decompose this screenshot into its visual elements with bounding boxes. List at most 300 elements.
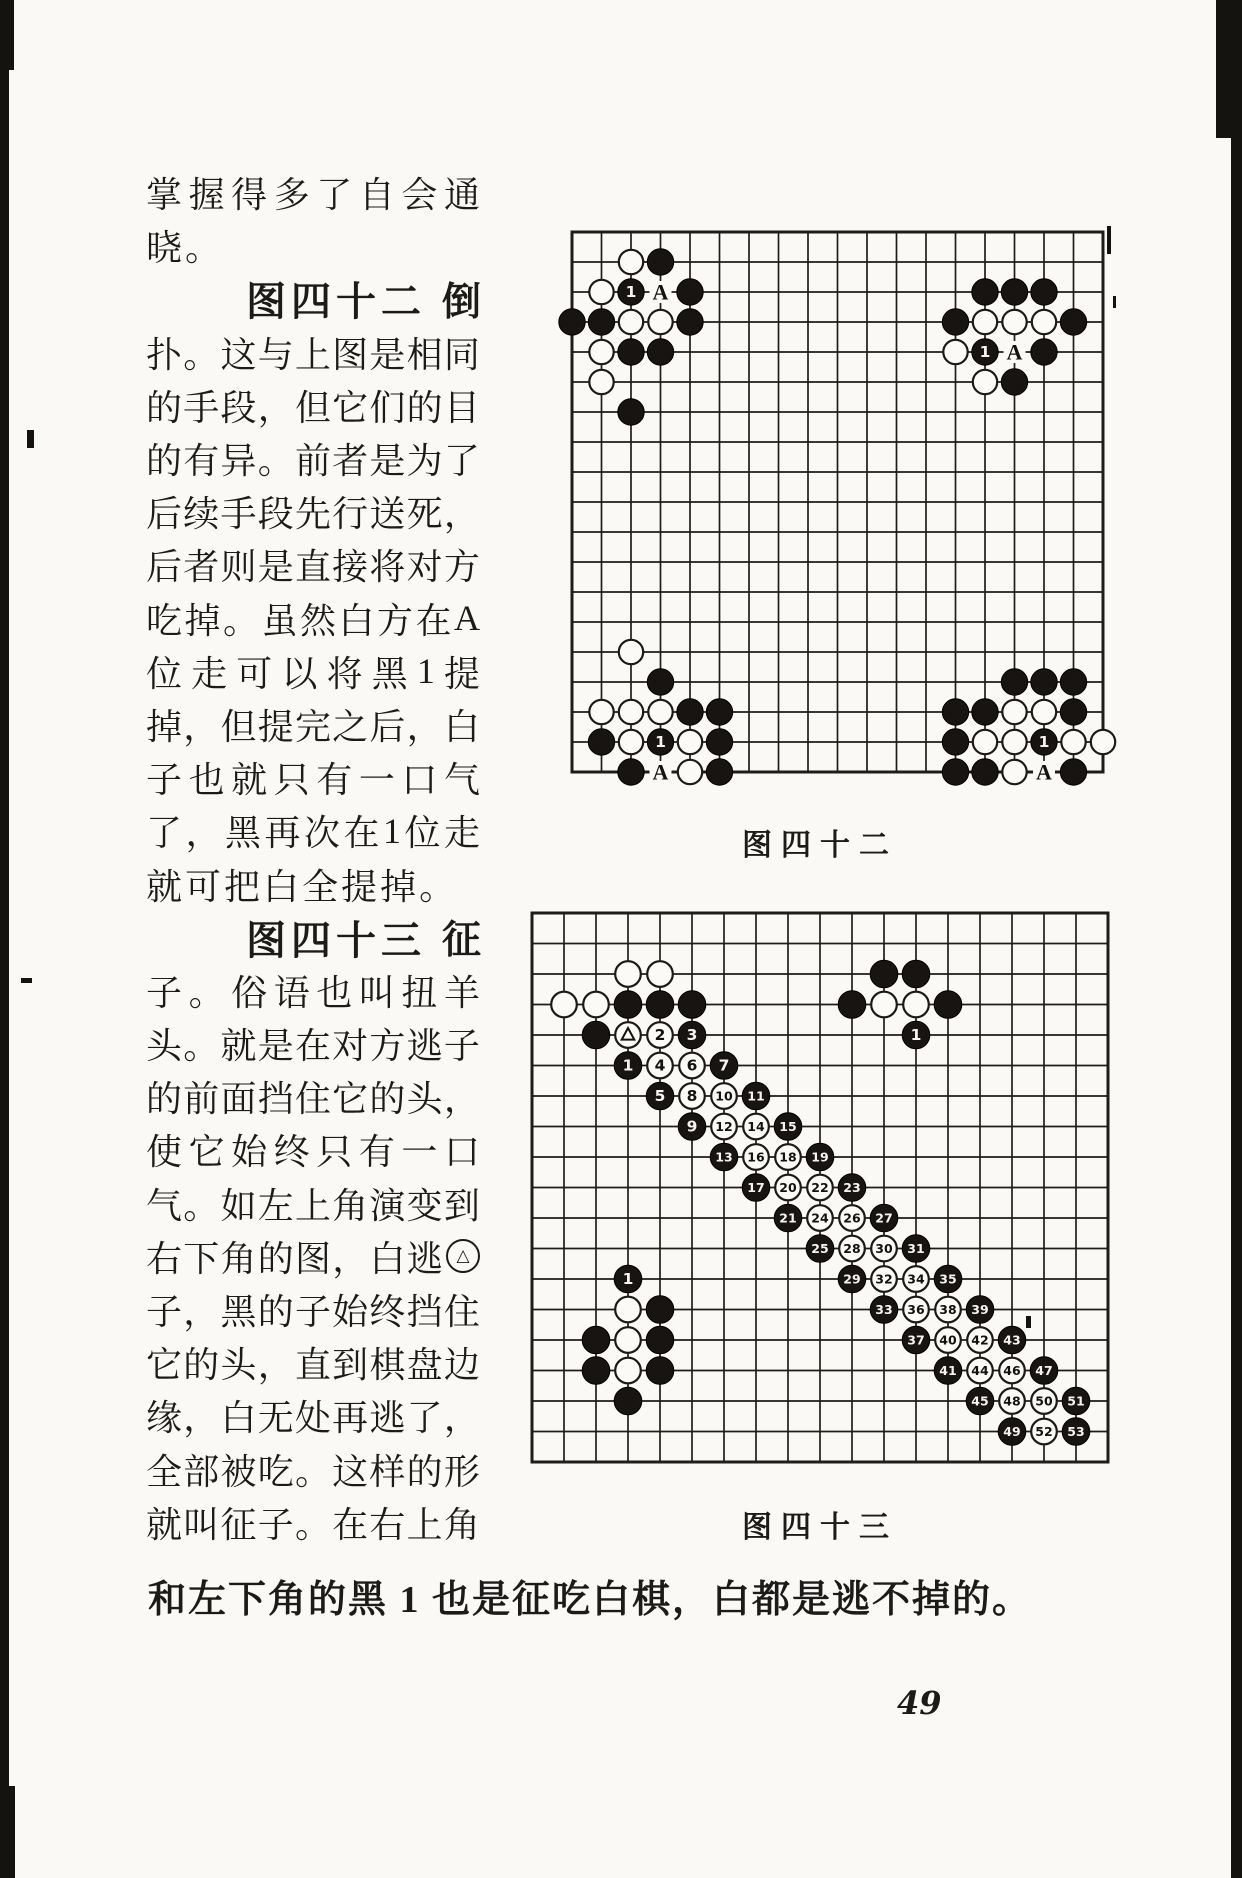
char: 羊 <box>443 972 480 1013</box>
black-stone <box>677 279 703 305</box>
point-label-A: A <box>652 759 669 785</box>
black-stone <box>838 991 866 1019</box>
char: 虽 <box>261 600 298 641</box>
black-stone <box>706 729 732 755</box>
white-stone <box>973 310 997 334</box>
char: 面 <box>220 1079 257 1120</box>
char: 相 <box>406 334 443 375</box>
char: 的 <box>146 441 183 482</box>
char: 角 <box>443 1504 480 1545</box>
stone-number: 35 <box>939 1271 957 1287</box>
black-stone <box>1001 669 1027 695</box>
char: 目 <box>443 387 480 428</box>
char: 吃 <box>146 600 183 641</box>
char: 同 <box>443 334 480 375</box>
char: 。 <box>223 600 260 641</box>
char: 后 <box>369 706 406 747</box>
char: 再 <box>332 1398 369 1439</box>
black-stone <box>646 1357 674 1385</box>
char: 行 <box>332 494 369 535</box>
char: 完 <box>294 706 331 747</box>
char: 口 <box>443 1132 480 1173</box>
char: 可 <box>236 653 273 694</box>
char: 逃 <box>406 1026 443 1067</box>
white-stone <box>619 730 643 754</box>
char: 有 <box>358 1132 395 1173</box>
char: 变 <box>406 1185 443 1226</box>
black-stone <box>1001 279 1027 305</box>
white-stone <box>973 370 997 394</box>
char: 上 <box>294 334 331 375</box>
char: 异 <box>220 441 257 482</box>
char: 段 <box>257 494 294 535</box>
char: 它 <box>188 1132 225 1173</box>
char: 位 <box>146 653 183 694</box>
stone-number: 12 <box>715 1119 733 1134</box>
stone-number: 39 <box>971 1302 989 1317</box>
char: 语 <box>273 972 310 1013</box>
char: ， <box>443 1079 480 1120</box>
stone-number: 47 <box>1035 1363 1053 1378</box>
stone-number: 8 <box>686 1087 698 1105</box>
black-stone <box>677 699 703 725</box>
scan-artifact-tick-2 <box>21 978 32 983</box>
char: 手 <box>220 494 257 535</box>
char: 掉 <box>146 706 183 747</box>
body-text-column <box>146 166 480 1549</box>
char: 再 <box>264 813 301 854</box>
char: 白 <box>443 706 480 747</box>
char: 黑 <box>371 653 408 694</box>
black-stone <box>972 699 998 725</box>
stone-number: 1 <box>625 283 637 301</box>
char: 也 <box>188 760 225 801</box>
stone-number: 37 <box>907 1332 925 1348</box>
scan-artifact-tick-1 <box>27 430 34 448</box>
char: 棋 <box>369 1345 406 1386</box>
white-stone <box>1002 700 1026 724</box>
char: 在 <box>294 1026 331 1067</box>
stone-number: 43 <box>1003 1332 1021 1348</box>
stone-number: 27 <box>875 1210 893 1226</box>
figure-title: 图四十二 <box>246 279 426 325</box>
char: 气 <box>443 760 480 801</box>
char: 就 <box>146 866 186 907</box>
char: 掉 <box>380 866 420 907</box>
stone-number: 51 <box>1067 1393 1085 1409</box>
white-stone <box>1032 700 1056 724</box>
stone-number: 36 <box>907 1302 925 1317</box>
char: 子 <box>294 1292 331 1333</box>
go-board-figure-43 <box>516 897 1124 1478</box>
stone-number: 32 <box>875 1271 893 1287</box>
stone-number: 46 <box>1003 1363 1021 1378</box>
char: 段 <box>220 387 257 428</box>
black-stone <box>646 1296 674 1324</box>
char: 头 <box>406 1079 443 1120</box>
char: 无 <box>257 1398 294 1439</box>
text-line <box>146 698 480 751</box>
char: ， <box>183 1292 220 1333</box>
char: 上 <box>406 1504 443 1545</box>
char: 逃 <box>369 1398 406 1439</box>
white-stone <box>903 992 929 1018</box>
char: 吃 <box>257 1451 294 1492</box>
stone-number: 42 <box>971 1332 989 1348</box>
stone-number: 30 <box>875 1241 893 1256</box>
char: 次 <box>304 813 341 854</box>
char: 。 <box>188 972 225 1013</box>
char: 者 <box>332 441 369 482</box>
black-stone <box>1060 309 1086 335</box>
char: 将 <box>326 653 363 694</box>
white-stone <box>647 961 673 987</box>
char: 前 <box>183 1079 220 1120</box>
char: 。 <box>183 1026 220 1067</box>
char: 走 <box>443 813 480 854</box>
black-stone <box>618 399 644 425</box>
char: 也 <box>316 972 353 1013</box>
black-stone <box>582 1021 610 1049</box>
white-stone <box>615 1297 641 1323</box>
stone-number: 16 <box>747 1149 765 1165</box>
char: 。 <box>183 334 220 375</box>
char: 住 <box>443 1292 480 1333</box>
go-board-figure-42 <box>556 216 1119 788</box>
stone-number: 19 <box>811 1149 829 1165</box>
char: 是 <box>257 1026 294 1067</box>
stone-number: 25 <box>811 1241 829 1256</box>
char: 提 <box>257 706 294 747</box>
text-line <box>146 804 480 857</box>
char: 。 <box>294 1504 331 1545</box>
char: 演 <box>369 1185 406 1226</box>
char: 白 <box>220 1398 257 1439</box>
stone-number: 41 <box>939 1363 957 1378</box>
char: 使 <box>146 1132 183 1173</box>
stone-number: 1 <box>1038 733 1050 751</box>
char: 征 <box>220 1504 257 1545</box>
char: 方 <box>369 1026 406 1067</box>
stone-number: 1 <box>622 1056 634 1075</box>
stone-number: 13 <box>715 1149 733 1165</box>
char: 方 <box>443 547 480 588</box>
char: 被 <box>220 1451 257 1492</box>
char: ， <box>332 1238 369 1279</box>
text-line <box>146 485 480 538</box>
white-triangle-stone-symbol: △ <box>446 1239 480 1273</box>
char: 图 <box>332 334 369 375</box>
figure-heading-line <box>146 911 480 964</box>
stone-number: 21 <box>779 1210 797 1226</box>
text-line <box>146 1177 480 1230</box>
white-stone <box>615 1327 641 1353</box>
char: 盘 <box>406 1345 443 1386</box>
char: 。 <box>294 1451 331 1492</box>
char: 了 <box>146 813 183 854</box>
char: 以 <box>281 653 318 694</box>
stone-number: 52 <box>1035 1424 1053 1439</box>
stone-number: 26 <box>843 1210 861 1226</box>
char: 下 <box>183 1238 220 1279</box>
char: 提 <box>341 866 381 907</box>
char: 在 <box>343 813 380 854</box>
char: 自 <box>358 175 395 216</box>
black-stone <box>972 279 998 305</box>
char: 口 <box>401 760 438 801</box>
white-stone <box>973 730 997 754</box>
black-stone <box>902 960 930 988</box>
char: ， <box>257 1345 294 1386</box>
char: 接 <box>332 547 369 588</box>
black-stone <box>614 1387 642 1415</box>
char: 子 <box>146 760 183 801</box>
char: 形 <box>443 1451 480 1492</box>
stone-number: 4 <box>654 1056 666 1075</box>
char: 一 <box>358 760 395 801</box>
char: ， <box>406 706 443 747</box>
black-stone <box>582 1326 610 1354</box>
char: 右 <box>146 1238 183 1279</box>
char: 在 <box>415 600 452 641</box>
char: 们 <box>369 387 406 428</box>
black-stone <box>942 759 968 785</box>
char: 的 <box>183 1345 220 1386</box>
heading-tail-char: 倒 <box>442 280 482 324</box>
char: 与 <box>257 334 294 375</box>
char: 者 <box>183 547 220 588</box>
stone-number: 31 <box>907 1241 925 1256</box>
char: 对 <box>406 547 443 588</box>
char: 子 <box>146 972 183 1013</box>
stone-number: 7 <box>718 1056 730 1075</box>
char: 它 <box>332 1079 369 1120</box>
char: 挡 <box>406 1292 443 1333</box>
point-label-A: A <box>652 279 669 305</box>
char: 有 <box>183 441 220 482</box>
char: 掌 <box>146 175 183 216</box>
white-stone <box>589 340 613 364</box>
stone-number: 15 <box>779 1119 797 1134</box>
char: 得 <box>231 175 268 216</box>
char: 如 <box>220 1185 257 1226</box>
char: 始 <box>332 1292 369 1333</box>
char: 白 <box>369 1238 406 1279</box>
char: ， <box>443 494 480 535</box>
white-stone <box>1061 730 1085 754</box>
stone-number: 49 <box>1003 1424 1021 1439</box>
text-line <box>146 379 480 432</box>
white-stone <box>1002 760 1026 784</box>
char: 后 <box>146 547 183 588</box>
white-stone <box>678 760 702 784</box>
char: 了 <box>443 441 480 482</box>
figure-heading-line <box>146 272 480 325</box>
char: 白 <box>338 600 375 641</box>
stone-number: 38 <box>939 1302 957 1317</box>
white-stone <box>619 310 643 334</box>
char: 黑 <box>220 1292 257 1333</box>
char: 对 <box>332 1026 369 1067</box>
black-stone <box>1001 369 1027 395</box>
char: 位 <box>404 813 441 854</box>
char: 为 <box>406 441 443 482</box>
char: 提 <box>443 653 480 694</box>
white-stone <box>619 700 643 724</box>
black-stone <box>942 309 968 335</box>
char: 握 <box>188 175 225 216</box>
char: ， <box>257 387 294 428</box>
char: 则 <box>220 547 257 588</box>
char: 的 <box>257 1238 294 1279</box>
char: 扭 <box>401 972 438 1013</box>
black-stone <box>678 991 706 1019</box>
char: 之 <box>332 706 369 747</box>
char: 先 <box>294 494 331 535</box>
stone-number: 44 <box>971 1363 989 1378</box>
char: 然 <box>300 600 337 641</box>
text-line <box>146 645 480 698</box>
char: 它 <box>146 1345 183 1386</box>
char: 。 <box>185 228 225 269</box>
scan-artifact-right-bar <box>1231 0 1242 1878</box>
char: 头 <box>146 1026 183 1067</box>
char: 多 <box>273 175 310 216</box>
white-stone <box>615 961 641 987</box>
closing-paragraph: 和左下角的黑 1 也是征吃白棋，白都是逃不掉的。 <box>148 1579 1033 1621</box>
char: 就 <box>146 1504 183 1545</box>
char: 这 <box>220 334 257 375</box>
white-stone <box>943 340 967 364</box>
stone-number: 50 <box>1035 1393 1053 1409</box>
text-line <box>146 1336 480 1389</box>
black-stone <box>1060 759 1086 785</box>
char: 图 <box>295 1238 332 1279</box>
stone-number: 20 <box>779 1180 797 1195</box>
char: 直 <box>294 547 331 588</box>
char: 样 <box>369 1451 406 1492</box>
char: 的 <box>369 1079 406 1120</box>
black-stone <box>972 759 998 785</box>
char: 这 <box>332 1451 369 1492</box>
char: 在 <box>332 1504 369 1545</box>
point-label-A: A <box>1036 759 1052 785</box>
black-stone <box>1060 669 1086 695</box>
char: 1 <box>416 651 435 692</box>
char: ， <box>443 1398 480 1439</box>
char: 子 <box>257 1504 294 1545</box>
black-stone <box>614 991 642 1019</box>
char: 只 <box>316 1132 353 1173</box>
white-stone <box>619 250 643 274</box>
char: 到 <box>443 1185 480 1226</box>
black-stone <box>647 249 673 275</box>
char: 只 <box>273 760 310 801</box>
char: 送 <box>369 494 406 535</box>
stone-number: 18 <box>779 1149 797 1165</box>
white-stone <box>619 640 643 664</box>
char: 有 <box>316 760 353 801</box>
text-line <box>146 1389 480 1442</box>
char: 。 <box>183 1185 220 1226</box>
char: 终 <box>273 1132 310 1173</box>
char: 边 <box>443 1345 480 1386</box>
char: 左 <box>257 1185 294 1226</box>
char: 手 <box>183 387 220 428</box>
black-stone <box>942 729 968 755</box>
black-stone <box>1031 339 1057 365</box>
char: 住 <box>294 1079 331 1120</box>
white-stone <box>648 700 672 724</box>
char: 上 <box>294 1185 331 1226</box>
char: 会 <box>401 175 438 216</box>
stone-number: 22 <box>811 1180 829 1195</box>
char: 逃 <box>406 1238 443 1279</box>
scan-artifact-left-bar <box>0 0 9 1878</box>
stone-number: 2 <box>654 1026 666 1044</box>
char: 全 <box>302 866 342 907</box>
char: 将 <box>369 547 406 588</box>
stone-number: 1 <box>910 1026 922 1044</box>
white-stone <box>1032 310 1056 334</box>
char: 角 <box>332 1185 369 1226</box>
stone-number: 3 <box>686 1026 698 1044</box>
stone-number: 5 <box>654 1087 666 1105</box>
char: 了 <box>316 175 353 216</box>
black-stone <box>618 339 644 365</box>
stone-number: 6 <box>686 1056 698 1075</box>
text-line <box>146 1070 480 1123</box>
black-stone <box>646 1326 674 1354</box>
char: 俗 <box>231 972 268 1013</box>
white-stone <box>1002 310 1026 334</box>
char: 但 <box>294 387 331 428</box>
stone-number: 53 <box>1067 1424 1085 1439</box>
char: 掉 <box>184 600 221 641</box>
figure-42-caption: 图四十二 <box>742 829 898 862</box>
char: 处 <box>294 1398 331 1439</box>
char: 是 <box>257 547 294 588</box>
page-number: 49 <box>897 1684 942 1722</box>
char: 气 <box>146 1185 183 1226</box>
char: 扑 <box>146 334 183 375</box>
stone-number: 45 <box>971 1393 989 1409</box>
text-line <box>146 964 480 1017</box>
stone-number: 9 <box>686 1117 698 1136</box>
text-line <box>146 326 480 379</box>
white-stone <box>678 730 702 754</box>
white-stone <box>615 1358 641 1384</box>
stone-number: 10 <box>715 1088 733 1104</box>
char: 1 <box>383 810 401 851</box>
char: 子 <box>146 1292 183 1333</box>
char: 就 <box>231 760 268 801</box>
scan-artifact-left-top <box>0 0 14 70</box>
black-stone <box>934 991 962 1019</box>
stone-number: 29 <box>843 1271 861 1287</box>
stone-number: 24 <box>811 1210 829 1226</box>
black-stone <box>1031 279 1057 305</box>
black-stone <box>582 1357 610 1385</box>
char: 全 <box>146 1451 183 1492</box>
char: A <box>454 598 480 639</box>
stone-number: 33 <box>875 1302 893 1317</box>
char: 的 <box>257 1292 294 1333</box>
white-stone <box>551 992 577 1018</box>
char: 缘 <box>146 1398 183 1439</box>
stone-number: 1 <box>979 343 991 361</box>
text-line <box>146 857 480 910</box>
